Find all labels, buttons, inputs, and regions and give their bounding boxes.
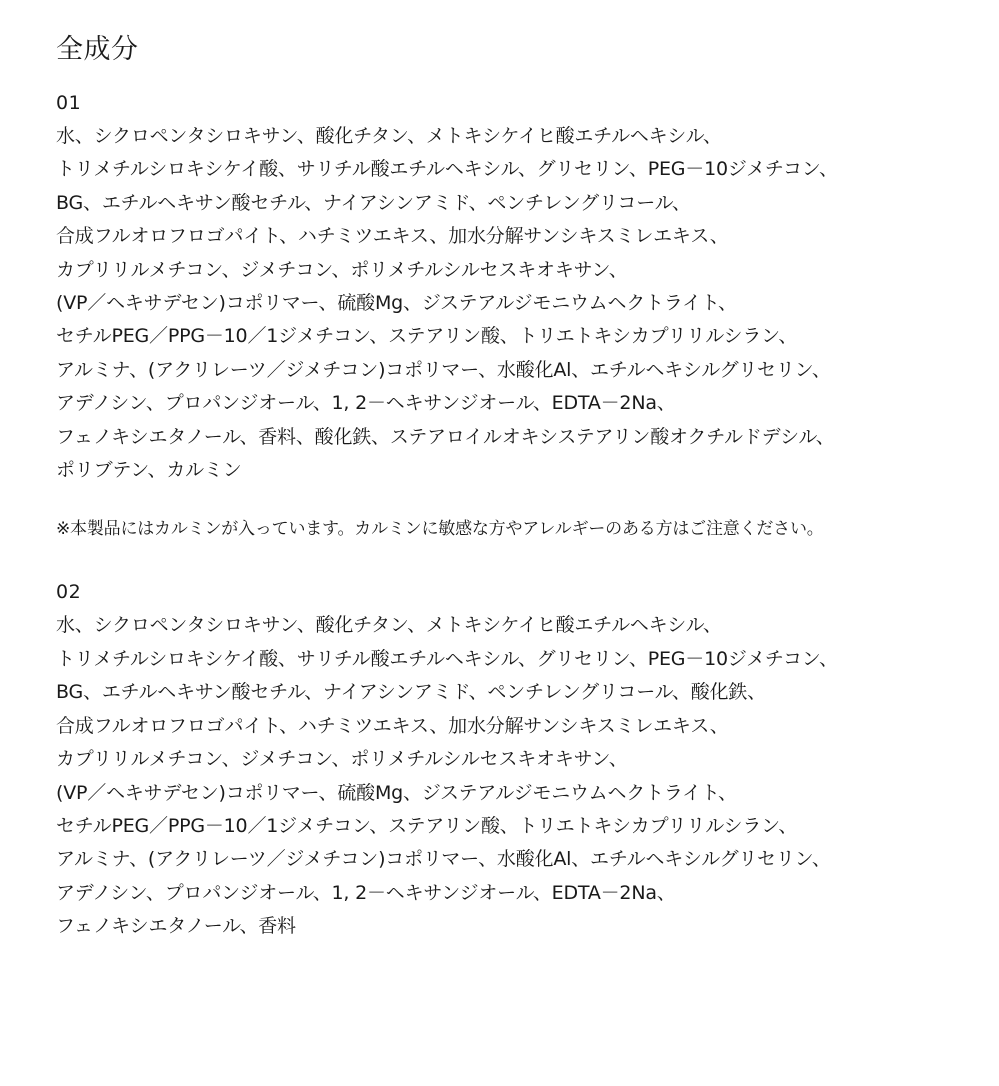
- ingredient-line: トリメチルシロキシケイ酸、サリチル酸エチルヘキシル、グリセリン、PEG－10ジメチコン、: [56, 158, 838, 181]
- ingredient-line: フェノキシエタノール、香料: [56, 915, 296, 938]
- ingredient-line: アルミナ、(アクリレーツ／ジメチコン)コポリマー、水酸化Al、エチルヘキシルグリセリン、: [56, 848, 831, 871]
- section-label-02: 02: [56, 581, 82, 604]
- ingredient-line: カプリリルメチコン、ジメチコン、ポリメチルシルセスキオキサン、: [56, 748, 628, 771]
- ingredient-line: 合成フルオロフロゴパイト、ハチミツエキス、加水分解サンシキスミレエキス、: [56, 714, 729, 737]
- ingredient-line: (VP／ヘキサデセン)コポリマー、硫酸Mg、ジステアルジモニウムヘクトライト、: [56, 781, 737, 804]
- ingredient-line: トリメチルシロキシケイ酸、サリチル酸エチルヘキシル、グリセリン、PEG－10ジメチコン、: [56, 647, 838, 670]
- ingredient-line: 合成フルオロフロゴパイト、ハチミツエキス、加水分解サンシキスミレエキス、: [56, 225, 729, 248]
- ingredient-line: (VP／ヘキサデセン)コポリマー、硫酸Mg、ジステアルジモニウムヘクトライト、: [56, 292, 737, 315]
- ingredient-line: 水、シクロペンタシロキサン、酸化チタン、メトキシケイヒ酸エチルヘキシル、: [56, 614, 722, 637]
- page-title: 全成分: [56, 34, 139, 65]
- ingredients-section-02: [56, 576, 999, 943]
- ingredients-section-01: [56, 87, 999, 487]
- ingredient-line: ポリブテン、カルミン: [56, 459, 242, 482]
- ingredient-line: BG、エチルヘキサン酸セチル、ナイアシンアミド、ペンチレングリコール、: [56, 191, 691, 214]
- section-label-01: 01: [56, 92, 82, 114]
- ingredient-line: アルミナ、(アクリレーツ／ジメチコン)コポリマー、水酸化Al、エチルヘキシルグリセリン、: [56, 358, 831, 381]
- ingredient-line: アデノシン、プロパンジオール、1, 2－ヘキサンジオール、EDTA－2Na、: [56, 392, 676, 415]
- ingredient-line: セチルPEG／PPG－10／1ジメチコン、ステアリン酸、トリエトキシカプリリルシラン、: [56, 325, 798, 348]
- ingredient-line: アデノシン、プロパンジオール、1, 2－ヘキサンジオール、EDTA－2Na、: [56, 881, 676, 904]
- ingredient-line: セチルPEG／PPG－10／1ジメチコン、ステアリン酸、トリエトキシカプリリルシラン、: [56, 814, 798, 837]
- ingredient-line: 水、シクロペンタシロキサン、酸化チタン、メトキシケイヒ酸エチルヘキシル、: [56, 125, 722, 147]
- ingredient-line: フェノキシエタノール、香料、酸化鉄、ステアロイルオキシステアリン酸オクチルドデシル、: [56, 425, 835, 448]
- carmine-notice: ※本製品にはカルミンが入っています。カルミンに敏感な方やアレルギーのある方はご注意ください。: [56, 519, 824, 540]
- ingredient-line: カプリリルメチコン、ジメチコン、ポリメチルシルセスキオキサン、: [56, 258, 628, 281]
- ingredient-line: BG、エチルヘキサン酸セチル、ナイアシンアミド、ペンチレングリコール、酸化鉄、: [56, 681, 766, 704]
